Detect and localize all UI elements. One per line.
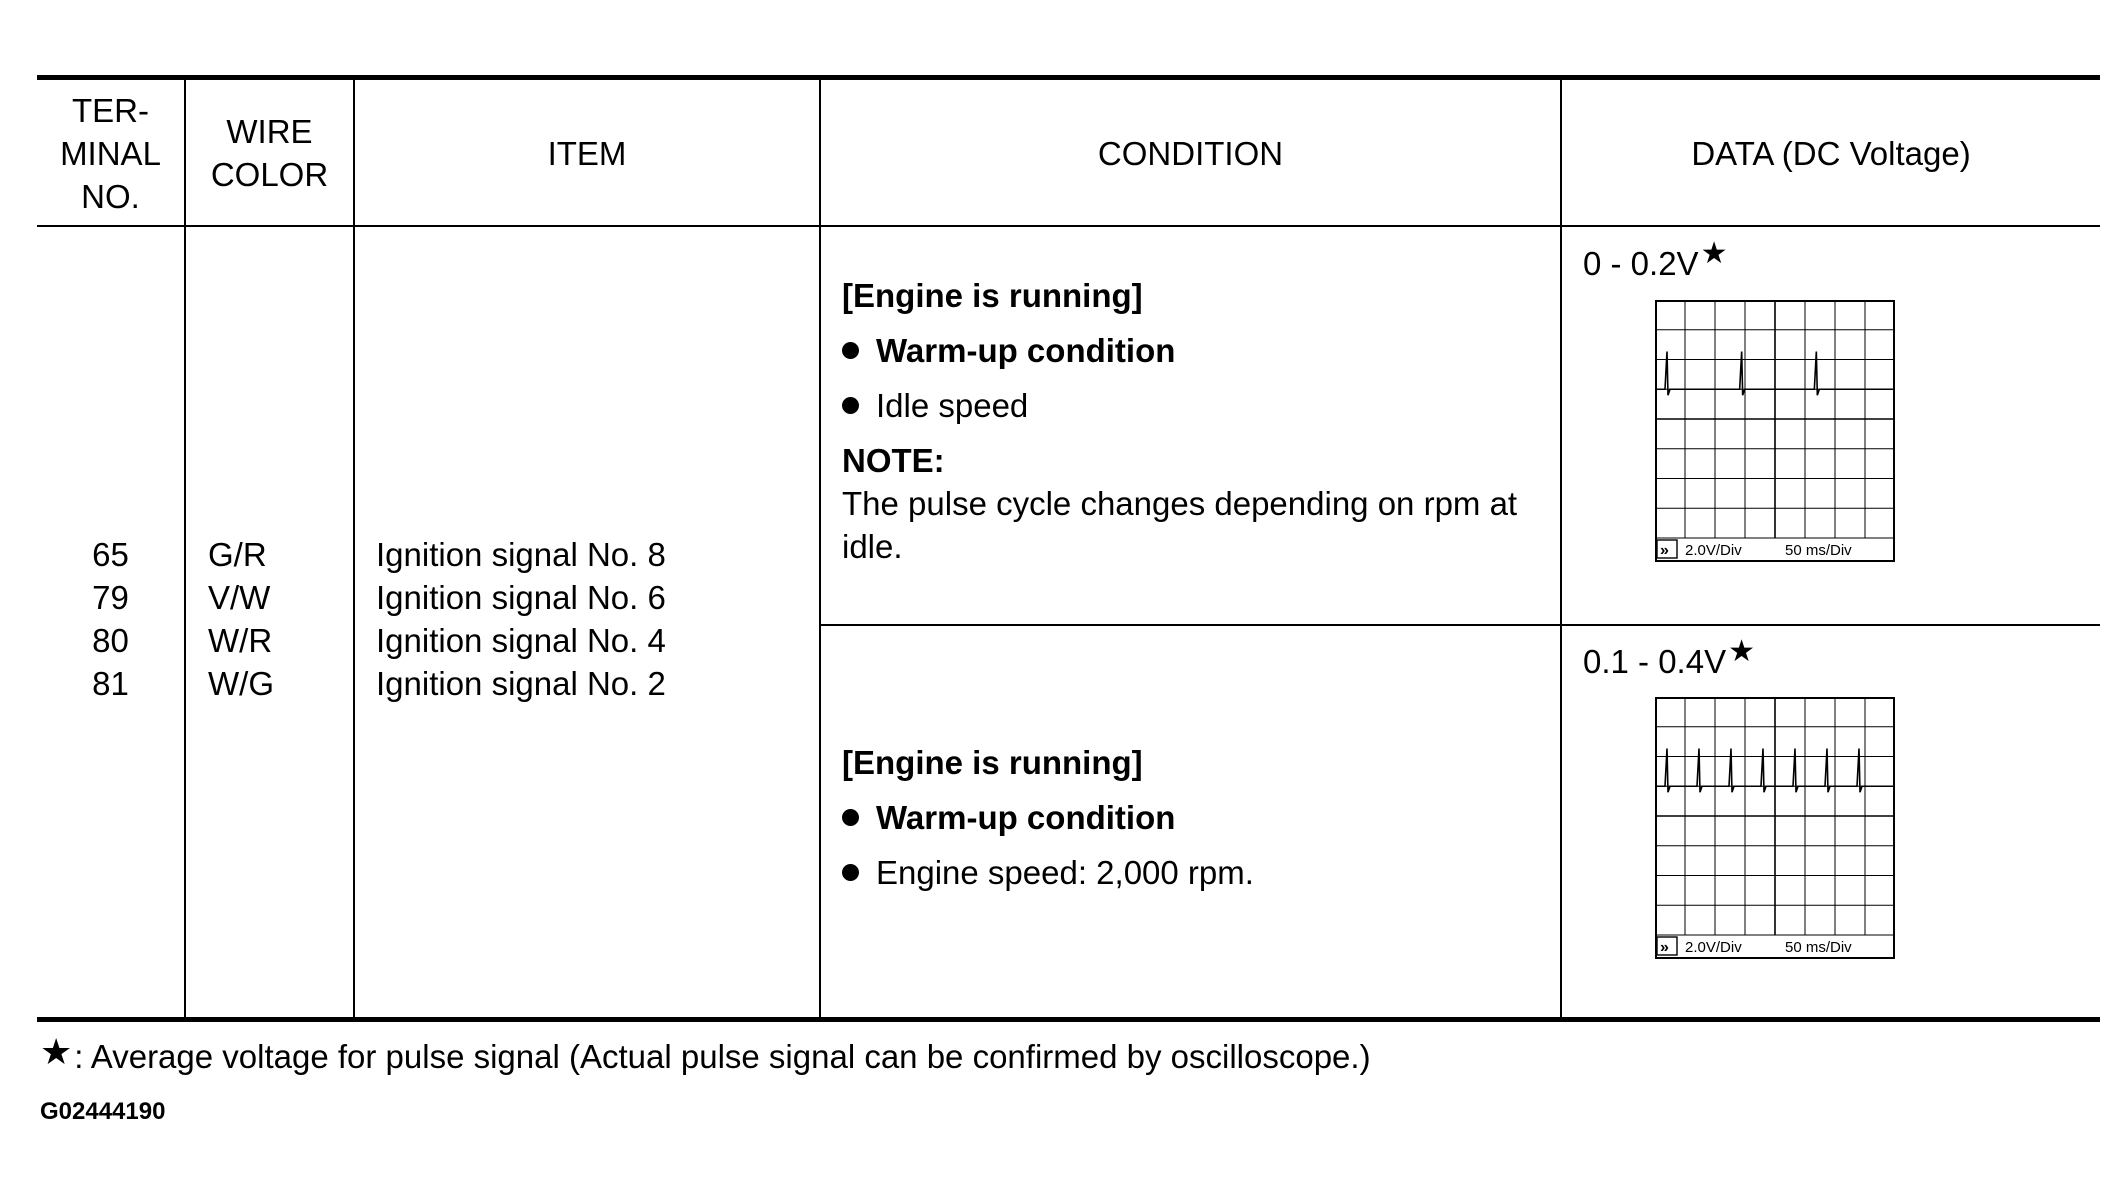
bullet-icon (842, 864, 859, 881)
item-name: Ignition signal No. 2 (376, 665, 666, 702)
header-wire-color (186, 80, 353, 226)
voltage-value-idle (1583, 237, 1728, 286)
item-name: Ignition signal No. 8 (376, 536, 666, 573)
star-icon: ★ (40, 1031, 73, 1072)
terminal-no: 79 (92, 579, 129, 616)
note-label: NOTE: (842, 442, 945, 479)
table-bottom-border (37, 1017, 2100, 1022)
terminal-no: 65 (92, 536, 129, 573)
scope-volts-per-div: 2.0V/Div (1685, 939, 1742, 956)
header-wire-line-2: COLOR (210, 156, 329, 193)
header-wire-line-1: WIRE (226, 113, 313, 150)
bullet-text: Warm-up condition (876, 332, 1176, 369)
scope-volts-per-div: 2.0V/Div (1685, 542, 1742, 559)
wire-color: W/G (208, 665, 274, 702)
wire-color: G/R (208, 536, 267, 573)
footnote-text: : Average voltage for pulse signal (Actual pulse signal can be confirmed by oscilloscope.) (74, 1038, 1371, 1075)
header-data: DATA (DC Voltage) (1691, 134, 1971, 172)
header-terminal-no (37, 80, 184, 226)
voltage-value-2000rpm (1583, 635, 1755, 684)
terminal-no: 80 (92, 622, 129, 659)
bullet-icon (842, 809, 859, 826)
voltage-text: 0 - 0.2V (1583, 245, 1699, 282)
item-name: Ignition signal No. 6 (376, 579, 666, 616)
scope-arrow-icon: » (1660, 939, 1669, 956)
condition-row-separator (820, 624, 2100, 626)
condition-heading: [Engine is running] (842, 277, 1143, 314)
bullet-icon (842, 397, 859, 414)
wire-color: V/W (208, 579, 271, 616)
star-icon: ★ (1700, 237, 1728, 270)
header-condition: CONDITION (1097, 134, 1284, 172)
condition-2000rpm (842, 741, 1542, 906)
header-terminal-line-2: MINAL (60, 134, 161, 172)
header-item: ITEM (547, 134, 627, 172)
item-name: Ignition signal No. 4 (376, 622, 666, 659)
condition-bullet (842, 796, 1542, 839)
terminal-list (37, 533, 184, 705)
oscilloscope-trace-idle (1655, 300, 1895, 562)
star-icon: ★ (1728, 635, 1755, 668)
wire-color: W/R (208, 622, 273, 659)
scope-time-per-div: 50 ms/Div (1785, 939, 1852, 956)
condition-bullet (842, 329, 1542, 372)
bullet-text: Engine speed: 2,000 rpm. (876, 854, 1254, 891)
condition-bullet (842, 384, 1542, 427)
footnote (40, 1031, 1371, 1077)
bullet-text: Idle speed (876, 387, 1029, 424)
condition-bullet (842, 851, 1542, 894)
item-list (376, 533, 666, 705)
figure-id: G02444190 (40, 1098, 166, 1125)
header-terminal-line-1: TER- (71, 91, 149, 129)
bullet-text: Warm-up condition (876, 799, 1176, 836)
condition-idle (842, 274, 1542, 568)
wire-color-list (208, 533, 274, 705)
bullet-icon (842, 342, 859, 359)
scope-time-per-div: 50 ms/Div (1785, 542, 1852, 559)
voltage-text: 0.1 - 0.4V (1583, 643, 1727, 680)
note-text: The pulse cycle changes depending on rpm at idle. (842, 485, 1518, 565)
condition-heading: [Engine is running] (842, 744, 1143, 781)
oscilloscope-trace-2000rpm (1655, 697, 1895, 959)
terminal-no: 81 (92, 665, 129, 702)
scope-arrow-icon: » (1660, 542, 1669, 559)
header-terminal-line-3: NO. (81, 177, 140, 215)
